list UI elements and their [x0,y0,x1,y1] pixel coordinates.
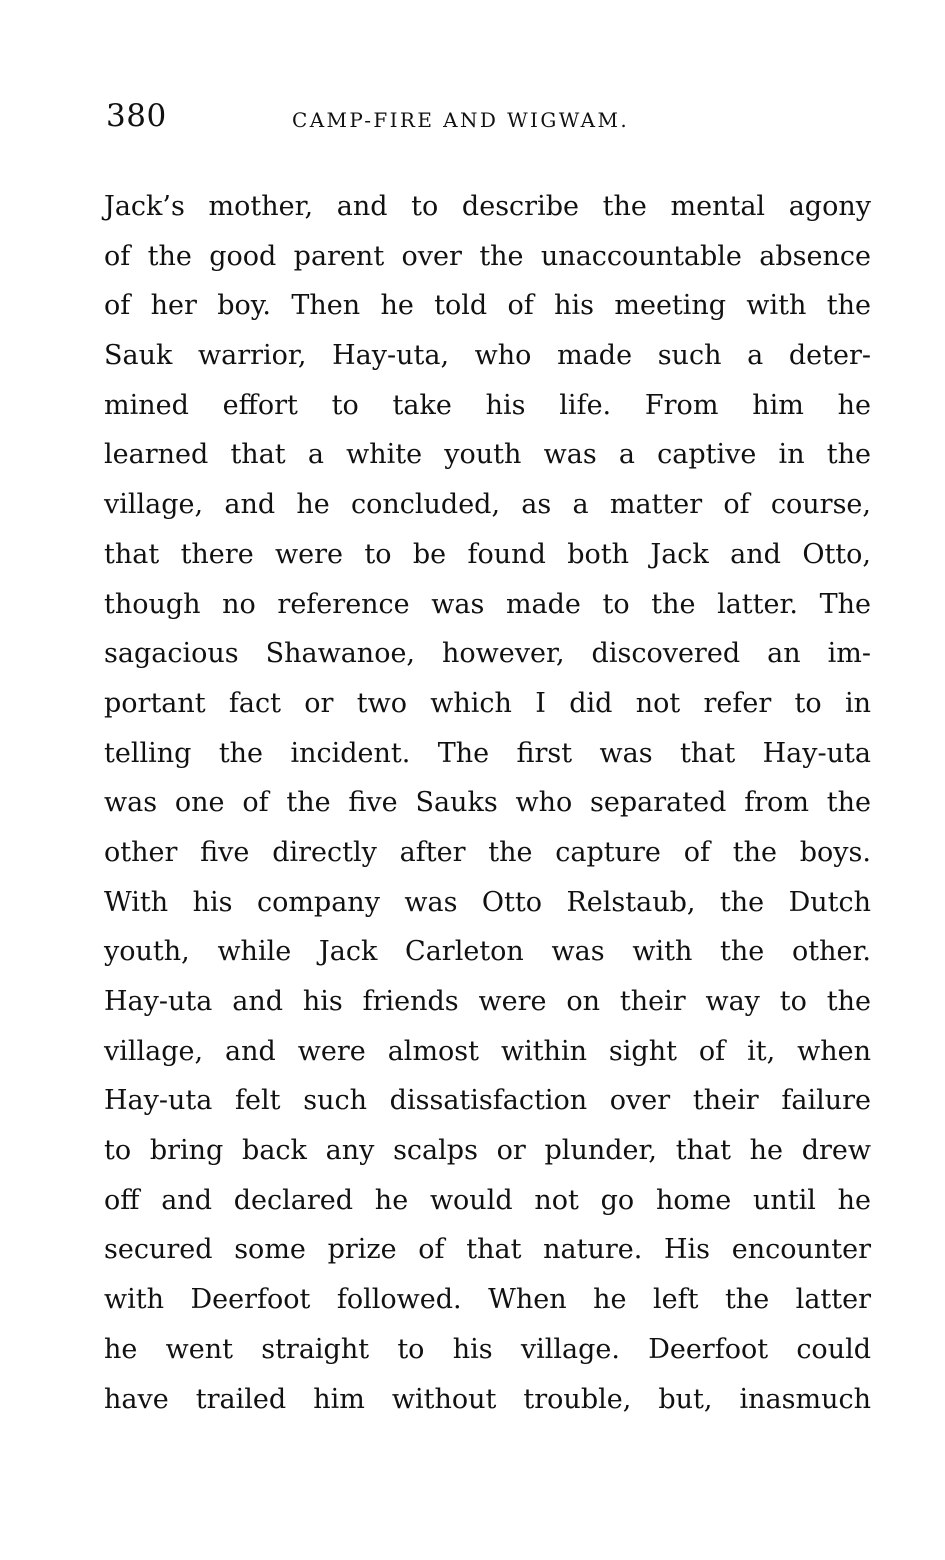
text-line: village, and he concluded, as a matter of course, [104,489,871,521]
text-line: Hay-uta felt such dissatisfaction over their failure [104,1085,871,1117]
text-line: of the good parent over the unaccountable absence [104,240,871,272]
text-line: sagacious Shawanoe, however, discovered an im- [104,638,871,670]
text-line: he went straight to his village. Deerfoot could [104,1333,871,1365]
text-line: other five directly after the capture of the boys. [104,836,871,868]
text-line: to bring back any scalps or plunder, that he drew [104,1135,871,1167]
text-line: portant fact or two which I did not refer to in [104,687,871,719]
text-line: Hay-uta and his friends were on their way to the [104,986,871,1017]
text-line: have trailed him without trouble, but, inasmuch [104,1383,871,1415]
text-line: off and declared he would not go home until he [104,1184,871,1216]
page-number: 380 [106,98,167,134]
text-line: though no reference was made to the latter. The [104,588,871,620]
text-line: With his company was Otto Relstaub, the Dutch [104,886,871,918]
text-line: Jack’s mother, and to describe the mental agony [104,191,871,222]
text-line: learned that a white youth was a captive in the [104,439,871,471]
text-line: that there were to be found both Jack and Otto, [104,538,871,570]
text-line: telling the incident. The first was that Hay-uta [104,737,871,769]
text-line: secured some prize of that nature. His encounter [104,1234,871,1266]
text-line: youth, while Jack Carleton was with the other. [104,936,871,968]
body-text [104,182,871,1424]
text-line: of her boy. Then he told of his meeting with the [104,290,871,322]
text-line: village, and were almost within sight of it, when [104,1035,871,1067]
text-line: mined effort to take his life. From him he [104,389,871,421]
running-title: CAMP-FIRE AND WIGWAM. [292,108,630,132]
text-line: Sauk warrior, Hay-uta, who made such a deter- [104,340,871,372]
text-line: with Deerfoot followed. When he left the latter [104,1284,871,1316]
page-header [106,98,871,138]
text-line: was one of the five Sauks who separated from the [104,787,871,819]
